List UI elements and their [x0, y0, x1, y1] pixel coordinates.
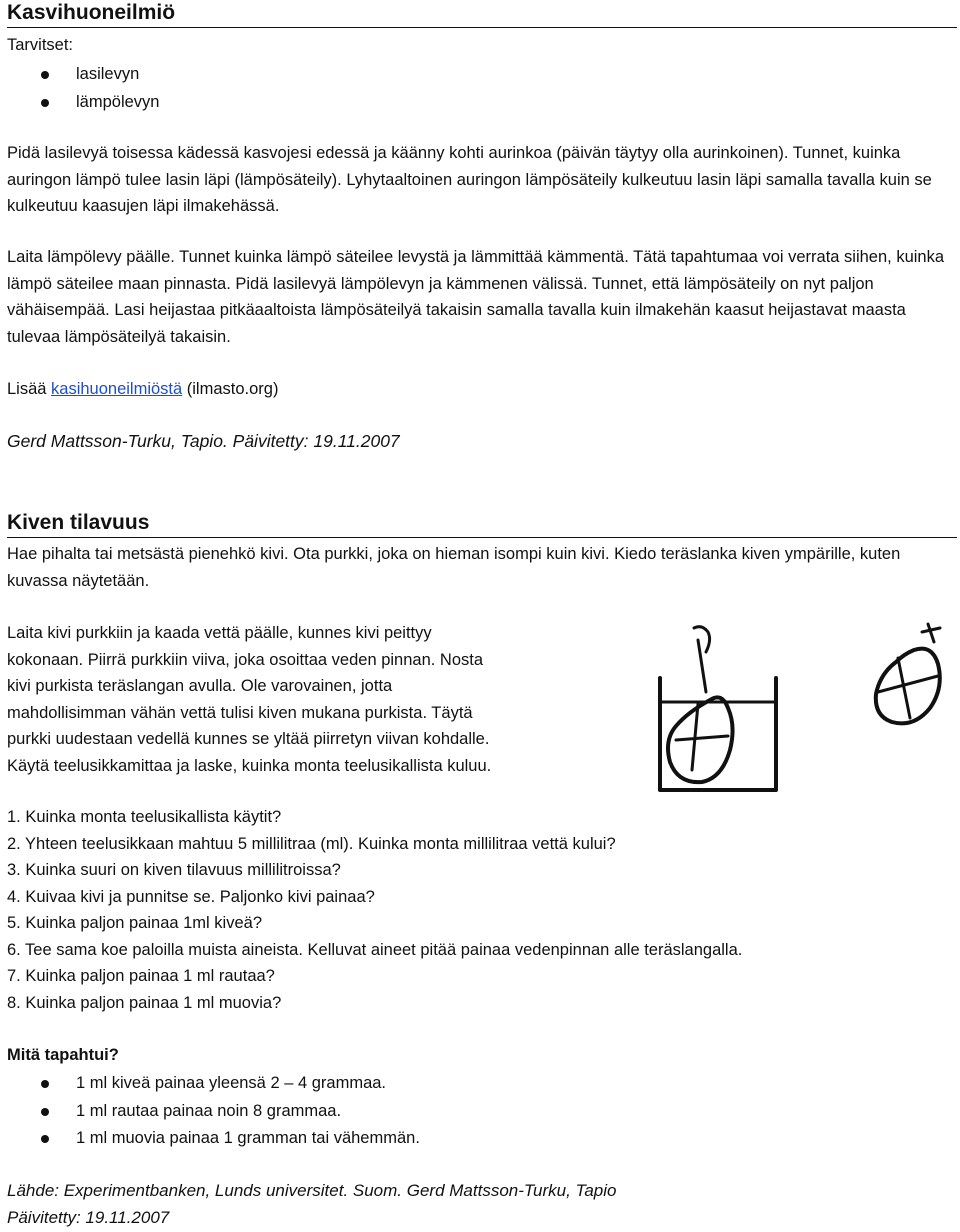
more-info-prefix: Lisää: [7, 380, 52, 398]
list-item: 1 ml rautaa painaa noin 8 grammaa.: [7, 1098, 957, 1125]
more-info-suffix: (ilmasto.org): [182, 380, 279, 398]
question-item: 7. Kuinka paljon painaa 1 ml rautaa?: [7, 967, 275, 985]
question-item: 6. Tee sama koe paloilla muista aineista. Kelluvat aineet pitää painaa vedenpinnan alle teräslangalla.: [7, 940, 743, 959]
list-item: lasilevyn: [7, 61, 957, 88]
result-heading: Mitä tapahtui?: [7, 1046, 119, 1064]
source-block: [7, 1178, 957, 1231]
question-item: 4. Kuivaa kivi ja punnitse se. Paljonko kivi painaa?: [7, 887, 375, 906]
more-info-line: [7, 376, 957, 403]
instruction-line: kivi purkista teräslangan avulla. Ole varovainen, jotta: [7, 677, 393, 695]
instruction-line: mahdollisimman vähän vettä tulisi kiven mukana purkista. Täytä: [7, 703, 473, 722]
stone-in-jar-icon: [660, 627, 776, 790]
question-item: 1. Kuinka monta teelusikallista käytit?: [7, 808, 282, 826]
list-item: lämpölevyn: [7, 89, 957, 116]
paragraph-glass-sun: Pidä lasilevyä toisessa kädessä kasvojesi edessä ja käänny kohti aurinkoa (päivän täytyy olla aurinkoinen). Tunnet, kuinka auringon lämpö tulee lasin läpi (lämpösäteily). Lyhytaaltoinen auringon lämpösäteily kulkeutuu lasin läpi samalla tavalla kuin se kulkeutuu kaasujen läpi ilmakehässä.: [7, 144, 932, 215]
question-item: 5. Kuinka paljon painaa 1ml kiveä?: [7, 914, 263, 932]
instruction-line: Laita kivi purkkiin ja kaada vettä päälle, kunnes kivi peittyy: [7, 624, 432, 642]
section-title-greenhouse: Kasvihuoneilmiö: [7, 0, 957, 28]
stone-jar-illustration: [652, 622, 952, 802]
instruction-line: kokonaan. Piirrä purkkiin viiva, joka osoittaa veden pinnan. Nosta: [7, 650, 484, 669]
question-item: 2. Yhteen teelusikkaan mahtuu 5 millilitraa (ml). Kuinka monta millilitraa vettä kului?: [7, 834, 616, 853]
stone-lifted-icon: [876, 624, 940, 723]
paragraph-heat-plate: Laita lämpölevy päälle. Tunnet kuinka lämpö säteilee levystä ja lämmittää kämmentä. Tätä tapahtumaa voi verrata siihen, kuinka lämpö säteilee maan pinnasta. Pidä lasilevyä lämpölevyn ja kämmenen välissä. Tunnet, että lämpösäteily on nyt paljon vähäisempää. Lasi heijastaa pitkäaaltoista lämpösäteilyä takaisin samalla tavalla kuin ilmakehän kaasut heijastavat maasta tulevaa lämpösäteilyä takaisin.: [7, 248, 945, 346]
paragraph-instructions: [7, 620, 647, 779]
paragraph-fetch-stone: Hae pihalta tai metsästä pienehkö kivi. Ota purkki, joka on hieman isompi kuin kivi. Kiedo teräslanka kiven ympärille, kuten kuvassa näytetään.: [7, 545, 901, 590]
tools-block: [7, 32, 957, 116]
result-list: [7, 1070, 957, 1152]
author-credit: Gerd Mattsson-Turku, Tapio. Päivitetty: 19.11.2007: [7, 431, 400, 451]
section-title-stone-volume: Kiven tilavuus: [7, 510, 957, 538]
source-date: Päivitetty: 19.11.2007: [7, 1207, 170, 1227]
tools-label: Tarvitset:: [7, 36, 74, 54]
instruction-line: Käytä teelusikkamittaa ja laske, kuinka monta teelusikallista kuluu.: [7, 756, 492, 775]
question-item: 3. Kuinka suuri on kiven tilavuus millilitroissa?: [7, 861, 341, 879]
list-item: 1 ml muovia painaa 1 gramman tai vähemmän.: [7, 1125, 957, 1152]
list-item: 1 ml kiveä painaa yleensä 2 – 4 grammaa.: [7, 1070, 957, 1097]
question-item: 8. Kuinka paljon painaa 1 ml muovia?: [7, 993, 282, 1012]
instruction-line: purkki uudestaan vedellä kunnes se yltää piirretyn viivan kohdalle.: [7, 730, 490, 748]
tools-list: [7, 61, 957, 116]
question-list: [7, 804, 957, 1016]
greenhouse-link[interactable]: kasihuoneilmiöstä: [51, 380, 183, 398]
source-line: Lähde: Experimentbanken, Lunds universitet. Suom. Gerd Mattsson-Turku, Tapio: [7, 1181, 617, 1200]
